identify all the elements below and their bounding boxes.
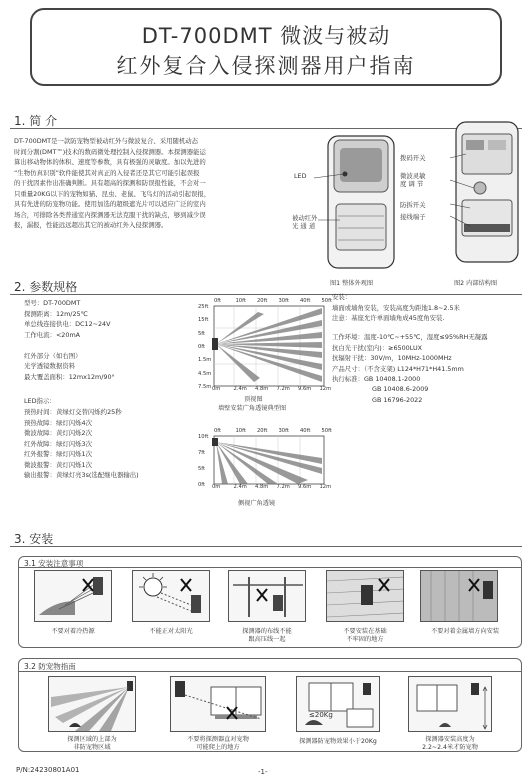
- install-heading: 3. 安装: [14, 532, 54, 546]
- note-card-wiring: [228, 570, 306, 622]
- part-number: P/N:24230801A01: [16, 766, 80, 774]
- install-spec-line: 墙面或墙角安装，安装高度为距地1.8~2.5米: [332, 303, 460, 312]
- tick-label: 25ft: [198, 304, 209, 310]
- divider: [10, 546, 522, 547]
- top-view-chart: [198, 298, 332, 416]
- tamper-switch-label: 防拆开关: [400, 201, 426, 209]
- dip-switch-label: 拨码开关: [400, 154, 426, 162]
- spec-line: 探测距离：12m/25℃: [24, 309, 88, 318]
- sunlight-illustration: [133, 571, 210, 622]
- pet-caption-3: 探测器防宠物效果小于20Kg: [299, 738, 377, 745]
- intro-line: 报，漏报，性能远远超出其它的被动红外入侵探测器。: [14, 221, 168, 229]
- tick-label: 10ft: [235, 298, 246, 304]
- led-line: 输出报警：黄绿灯亮3s(选配继电器输出): [24, 471, 139, 479]
- led-list: [24, 407, 199, 481]
- title-line-1: DT-700DMT 微波与被动: [141, 24, 391, 48]
- tick-label: 9.6m: [298, 484, 312, 490]
- tick-label: 0ft: [214, 428, 222, 434]
- tick-label: 0ft: [214, 298, 222, 304]
- tick-label: 2.4m: [233, 484, 247, 490]
- tick-label: 30ft: [278, 298, 289, 304]
- figure-2-caption: 图2 内部结构图: [454, 280, 498, 287]
- spec-line: 型号：DT-700DMT: [24, 299, 81, 307]
- tick-label: 1.5m: [198, 357, 212, 364]
- tick-label: 15ft: [198, 317, 209, 324]
- intro-line: 算出移动物体的体积、速度等参数，具有极强的灵敏度。加以先进的: [14, 158, 206, 166]
- tick-label: 50ft: [321, 428, 332, 434]
- metal-wall-illustration: [421, 571, 498, 622]
- spec-line: 单总线连接供电：DC12~24V: [24, 320, 111, 328]
- divider: [18, 567, 522, 568]
- pet-guide-heading: 3.2 防宠物指南: [24, 662, 76, 671]
- tick-label: 7ft: [198, 450, 206, 456]
- led-line: 微波故障：黄灯闪烁2次: [24, 429, 92, 437]
- tick-label: 4.8m: [255, 386, 269, 392]
- tick-label: 40ft: [300, 428, 311, 434]
- tick-label: 5ft: [198, 466, 206, 472]
- figure-1-caption: 图1 整体外观图: [330, 280, 374, 287]
- title-line-2: 红外复合入侵探测器用户指南: [116, 54, 416, 78]
- tick-label: 50ft: [321, 298, 332, 304]
- pet-card-weight: [296, 676, 380, 732]
- pet-card-height: [408, 676, 492, 732]
- led-label: LED: [294, 172, 307, 180]
- env-spec-line: 产品尺寸：（不含支架) L124*H71*H41.5mm: [332, 364, 464, 373]
- spec-right-env: [332, 332, 528, 385]
- install-notes-heading: 3.1 安装注意事项: [24, 559, 84, 568]
- tick-label: 5ft: [198, 330, 206, 337]
- install-spec-line: 安装：: [332, 293, 352, 301]
- mount-height-illustration: [409, 677, 492, 732]
- spec-line: 光学透镜数据资料: [24, 362, 76, 370]
- tick-label: 7.5m: [198, 384, 212, 390]
- intro-paragraph: [14, 136, 284, 231]
- microwave-sensitivity-label: 微波灵敏 度 调 节: [400, 172, 426, 188]
- spec-heading: 2. 参数规格: [14, 280, 78, 294]
- note-caption-3: 探测器的布线不能 跟高压线一起: [242, 628, 292, 643]
- tick-label: 9.6m: [298, 386, 312, 392]
- tick-label: 10ft: [235, 428, 246, 434]
- heat-source-illustration: [35, 571, 112, 622]
- spec-left-list: [24, 298, 194, 382]
- tick-label: 0m: [212, 484, 221, 490]
- spec-line: 最大覆盖面积：12mx12m/90°: [24, 372, 115, 381]
- led-title: LED指示：: [24, 397, 56, 405]
- tick-label: 30ft: [278, 428, 289, 434]
- env-spec-line: 工作环境：温度-10℃~+55℃，湿度≤95%RH无凝露: [332, 333, 488, 341]
- led-line: 微波报警：黄灯闪烁1次: [24, 460, 92, 469]
- tick-label: 4.8m: [255, 484, 269, 490]
- intro-line: 时间分割(DMT™)技术的数码微处理控制入侵探测器。本探测器能运: [14, 147, 206, 156]
- divider: [18, 671, 522, 672]
- env-spec-line: 执行标准：GB 10408.1-2000: [332, 375, 421, 383]
- note-caption-5: 不要对着金属墙方向安装: [430, 628, 500, 635]
- pet-caption-4: 探测器安装高度为 2.2~2.4米才防宠物: [422, 736, 478, 751]
- spec-standards: [372, 384, 428, 405]
- top-view-caption-2: 墙壁安装广角透镜典型图: [218, 405, 287, 412]
- page-number: -1-: [258, 768, 268, 776]
- pet-card-furniture: [170, 676, 266, 732]
- intro-line: 具有先进的防宠物功能。使用加选的超级遮光片可以适应广泛的室内: [14, 200, 206, 208]
- spec-line: 工作电流：<20mA: [24, 330, 81, 339]
- install-spec-line: 注意：基座允许单面墙角成45度角安装.: [332, 314, 445, 322]
- env-spec-line: 抗辐射干扰：30V/m，10MHz-1000MHz: [332, 354, 452, 362]
- spec-line: 红外部分（如右图）: [24, 351, 82, 360]
- spec-right-install: [332, 292, 528, 324]
- tick-label: 20ft: [257, 428, 268, 434]
- pet-weight-illustration: [297, 677, 380, 732]
- led-line: 预热故障：绿灯闪烁4次: [24, 418, 92, 427]
- intro-heading: 1. 简 介: [14, 114, 58, 128]
- top-view-diagram: [198, 298, 326, 398]
- intro-line: “生物仿真识别”软件能使其对真正的入侵者还是其它可能引起误报: [14, 168, 200, 177]
- tick-label: 12m: [319, 386, 332, 392]
- note-caption-2: 不能正对太阳光: [149, 628, 193, 635]
- led-line: 红外报警：绿灯闪烁1次: [24, 450, 92, 458]
- tick-label: 0m: [212, 386, 221, 392]
- note-card-heat: [34, 570, 112, 622]
- led-line: 预热时间：黄绿灯交替闪烁约25秒: [24, 408, 122, 416]
- note-card-unstable: [326, 570, 404, 622]
- note-card-sun: [132, 570, 210, 622]
- detector-interior-illustration: [400, 118, 526, 268]
- terminal-label: 接线端子: [400, 213, 426, 221]
- side-view-caption: 侧视广角透镜: [238, 500, 276, 507]
- tick-label: 4.5m: [198, 370, 212, 377]
- standard-line: GB 16796-2022: [372, 395, 423, 404]
- intro-line: 只重量20KG以下的宠物如猫、昆虫、老鼠、飞鸟灯的活动引起误报，: [14, 189, 211, 198]
- furniture-illustration: [171, 677, 266, 732]
- figure-2: [400, 118, 526, 287]
- intro-line: 场合，可排除各类普通室内探测器无法克服干扰的缺点，够到减少误: [14, 210, 206, 219]
- tick-label: 7.2m: [276, 386, 290, 392]
- note-caption-4: 不要安装在基础 不牢固的地方: [343, 628, 387, 643]
- tick-label: 12m: [319, 484, 332, 490]
- tick-label: 20ft: [257, 298, 268, 304]
- note-caption-1: 不要对着冷热源: [51, 628, 95, 635]
- env-spec-line: 抗白光干扰(室内)：≥6500LUX: [332, 343, 423, 352]
- intro-line: 的干扰因素作出准确判断。具有超高的探测和防误报性能，不会对一: [14, 179, 206, 187]
- pet-caption-2: 不要将探测器直对宠物 可能爬上的地方: [187, 736, 249, 751]
- detection-zone-illustration: [49, 677, 136, 732]
- tick-label: 40ft: [300, 298, 311, 304]
- tick-label: 7.2m: [276, 484, 290, 490]
- pet-caption-1: 探测区域的上部为 非防宠物区域: [67, 736, 117, 751]
- title-box: [30, 8, 502, 86]
- spec-line: [24, 340, 194, 351]
- side-view-chart: [198, 428, 332, 512]
- top-view-caption: 顶视图: [244, 396, 263, 403]
- standard-line: GB 10408.6-2009: [372, 385, 429, 393]
- led-line: 红外故障：绿灯闪烁3次: [24, 439, 92, 448]
- unstable-mount-illustration: [327, 571, 404, 622]
- detector-front-illustration: [290, 132, 402, 272]
- pet-card-zone: [48, 676, 136, 732]
- tick-label: 10ft: [198, 434, 209, 440]
- wiring-illustration: [229, 571, 306, 622]
- pet-weight-label: ≤20Kg: [309, 711, 333, 719]
- ir-channel-label: 被动红外 光 通 道: [292, 214, 318, 230]
- intro-line: DT-700DMT是一款防宠物型被动红外与微波复合、采用随机动态: [14, 137, 199, 145]
- tick-label: 0ft: [198, 344, 206, 350]
- figure-1: [290, 132, 402, 287]
- note-card-metal-wall: [420, 570, 498, 622]
- tick-label: 2.4m: [233, 386, 247, 392]
- tick-label: 0ft: [198, 482, 206, 488]
